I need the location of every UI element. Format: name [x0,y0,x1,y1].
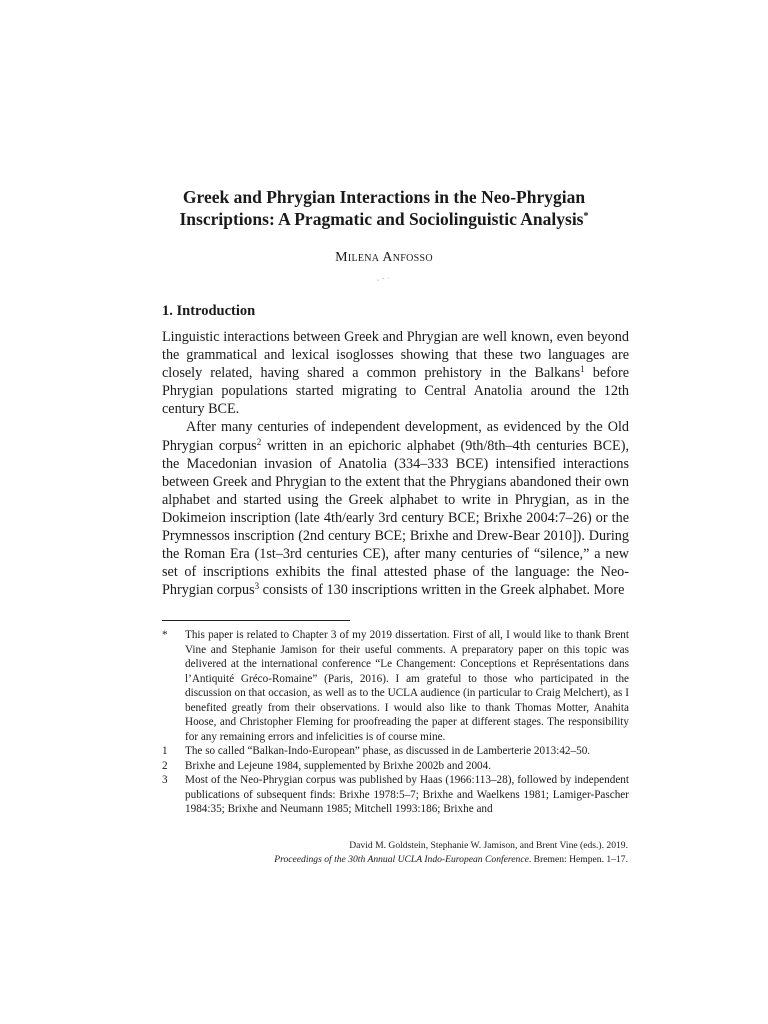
paragraph-2-text-a: After many centuries of independent development, as evidenced by the Old Phrygian corpus [162,419,629,454]
section-heading: 1. Introduction [162,303,256,319]
footnote [162,744,629,759]
paragraph-2-text-c: consists of 130 inscriptions written in the Greek alphabet. More [259,582,625,599]
paragraph-1 [162,328,629,418]
proceedings-title: Proceedings of the 30th Annual UCLA Indo-European Conference [274,854,529,865]
footnote-ref-1[interactable]: 1 [580,364,585,375]
footnote-separator [162,620,350,621]
footnote-text: The so called “Balkan-Indo-European” phase, as discussed in de Lamberterie 2013:42–50. [185,745,591,757]
footnote-text: Brixhe and Lejeune 1984, supplemented by Brixhe 2002b and 2004. [185,759,492,772]
title-footnote-mark[interactable]: * [583,211,589,222]
publication-editors: David M. Goldstein, Stephanie W. Jamison, and Brent Vine (eds.). 2019. [349,840,628,851]
publication-info [128,839,628,867]
publication-proceedings-line [128,853,628,867]
footnote-mark: 3 [162,774,168,786]
title-line-2-text: Inscriptions: A Pragmatic and Sociolinguistic Analysis [179,209,584,229]
paper-title [150,186,618,230]
paragraph-1-text-a: Linguistic interactions between Greek and Phrygian are well known, even beyond the grammatical and lexical isoglosses showing that these two languages are closely related, having shared a common prehistory in the Balkans [162,329,629,382]
paragraph-2 [162,418,629,599]
footnote [162,759,629,774]
body-text [162,328,629,599]
paragraph-1-text-b: before Phrygian populations started migrating to Central Anatolia around the 12th century BCE. [162,365,630,418]
author-name: Milena Anfosso [335,250,433,265]
footnote-mark: 1 [162,745,168,757]
footnote-mark: 2 [162,759,168,772]
footnotes [162,628,629,817]
affiliation-text: , - · [377,276,391,282]
paragraph-2-text-b: written in an epichoric alphabet (9th/8th–4th centuries BCE), the Macedonian invasion of Anatolia (334–333 BCE) intensified interactions between Greek and Phrygian to the extent that the Phrygians abandoned their own alphabet and started using the Greek alphabet to write in Phrygian, as in the Dokimeion inscription (late 4th/early 3rd century BCE; Brixhe 2004:7–26) or the Prymnessos inscription (2nd century BCE; Brixhe and Drew-Bear 2010]). During the Roman Era (1st–3rd centuries CE), after many centuries of “silence,” a new set of inscriptions exhibits the final attested phase of the language: the Neo-Phrygian corpus [162,437,629,599]
footnote-ref-3[interactable]: 3 [254,581,260,592]
title-line-2 [150,208,618,230]
footnote [162,773,629,817]
footnote-mark: * [162,629,168,641]
title-line-1: Greek and Phrygian Interactions in the Neo-Phrygian [182,187,586,207]
footnote-text: Most of the Neo-Phrygian corpus was published by Haas (1966:113–28), followed by independent publications of subsequent finds: Brixhe 1978:5–7; Brixhe and Waelkens 1981; Lamiger-Pascher 1984:35; Brixhe and Neumann 1985; Mitchell 1993:186; Brixhe and [185,774,629,815]
footnote-text: This paper is related to Chapter 3 of my 2019 dissertation. First of all, I would like to thank Brent Vine and Stephanie Jamison for their useful comments. A preparatory paper on this topic was delivered at the international conference “Le Changement: Conceptions et Représentations dans l’Antiquité Gréco-Romaine” (Paris, 2016). I am grateful to those who participated in the discussion on that occasion, as well as to the UCLA audience (in particular to Craig Melchert), as I benefited greatly from their observations. I would also like to thank Thomas Motter, Anahita Hoose, and Christopher Fleming for proofreading the paper at different stages. The responsibility for any remaining errors and infelicities is of course mine. [185,629,629,743]
publisher-text: . Bremen: Hempen. 1–17. [528,854,628,865]
footnote-ref-2[interactable]: 2 [256,436,262,447]
footnote [162,628,629,744]
